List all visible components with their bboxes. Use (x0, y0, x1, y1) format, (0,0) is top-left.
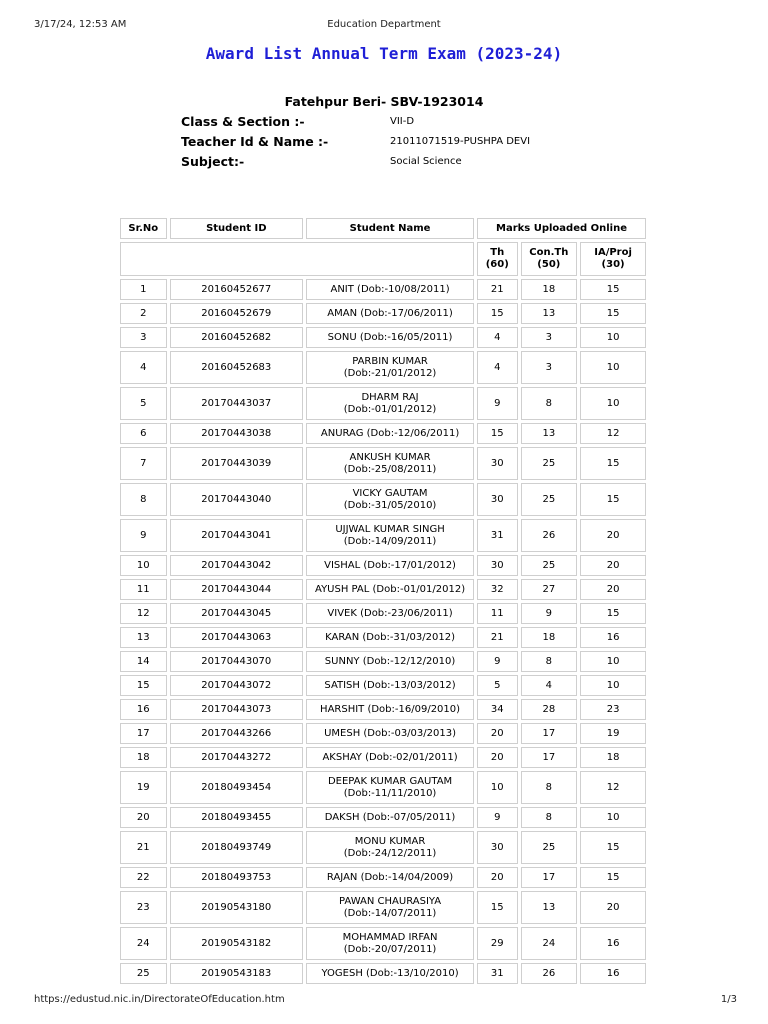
student-name-line: DHARM RAJ (361, 391, 419, 403)
cell-iaproj: 20 (580, 519, 646, 552)
student-name-line: (Dob:-14/09/2011) (343, 535, 437, 547)
cell-th: 31 (477, 963, 517, 984)
table-body (120, 279, 646, 984)
student-name-line: SATISH (Dob:-13/03/2012) (324, 679, 456, 691)
cell-student-id: 20170443040 (170, 483, 304, 516)
table-row (120, 447, 646, 480)
cell-student-name (306, 891, 474, 924)
cell-student-id: 20160452682 (170, 327, 304, 348)
cell-conth: 17 (521, 867, 578, 888)
student-name-line: MONU KUMAR (354, 835, 426, 847)
table-row (120, 831, 646, 864)
student-name-line: ANIT (Dob:-10/08/2011) (330, 283, 450, 295)
cell-conth: 25 (521, 831, 578, 864)
cell-iaproj: 20 (580, 579, 646, 600)
cell-iaproj: 15 (580, 303, 646, 324)
cell-iaproj: 10 (580, 351, 646, 384)
table-row (120, 867, 646, 888)
student-name-line: PARBIN KUMAR (352, 355, 428, 367)
student-name-line: ANURAG (Dob:-12/06/2011) (320, 427, 460, 439)
table-row (120, 963, 646, 984)
cell-student-id: 20190543180 (170, 891, 304, 924)
cell-iaproj: 10 (580, 675, 646, 696)
cell-student-id: 20170443272 (170, 747, 304, 768)
cell-th: 15 (477, 303, 517, 324)
cell-conth: 8 (521, 807, 578, 828)
cell-th: 21 (477, 627, 517, 648)
cell-srno: 16 (120, 699, 167, 720)
student-name-line: (Dob:-31/05/2010) (343, 499, 437, 511)
table-row (120, 555, 646, 576)
cell-th: 5 (477, 675, 517, 696)
cell-th: 9 (477, 807, 517, 828)
cell-iaproj: 16 (580, 963, 646, 984)
student-name-line: (Dob:-20/07/2011) (343, 943, 437, 955)
cell-srno: 15 (120, 675, 167, 696)
cell-iaproj: 12 (580, 423, 646, 444)
cell-iaproj: 20 (580, 891, 646, 924)
cell-student-name (306, 483, 474, 516)
header-conth (521, 242, 578, 276)
cell-srno: 7 (120, 447, 167, 480)
cell-student-name (306, 519, 474, 552)
cell-conth: 25 (521, 555, 578, 576)
cell-srno: 5 (120, 387, 167, 420)
print-header-site: Education Department (327, 19, 441, 30)
cell-th: 10 (477, 771, 517, 804)
cell-student-name (306, 699, 474, 720)
cell-srno: 11 (120, 579, 167, 600)
cell-student-name (306, 963, 474, 984)
cell-th: 32 (477, 579, 517, 600)
info-value: Social Science (390, 156, 462, 167)
cell-srno: 18 (120, 747, 167, 768)
student-name-line: UJJWAL KUMAR SINGH (335, 523, 445, 535)
header-conth-line2: (50) (537, 259, 561, 270)
cell-student-name (306, 579, 474, 600)
header-srno: Sr.No (120, 218, 167, 239)
student-name-line: DEEPAK KUMAR GAUTAM (327, 775, 453, 787)
cell-student-name (306, 603, 474, 624)
cell-th: 9 (477, 387, 517, 420)
student-name-line: PAWAN CHAURASIYA (339, 895, 442, 907)
table-row (120, 675, 646, 696)
cell-srno: 24 (120, 927, 167, 960)
cell-student-id: 20170443037 (170, 387, 304, 420)
table-row (120, 351, 646, 384)
cell-srno: 2 (120, 303, 167, 324)
cell-th: 30 (477, 483, 517, 516)
cell-student-id: 20170443073 (170, 699, 304, 720)
cell-conth: 8 (521, 771, 578, 804)
cell-iaproj: 15 (580, 603, 646, 624)
header-student-name: Student Name (306, 218, 474, 239)
award-list-table (117, 215, 649, 987)
cell-srno: 12 (120, 603, 167, 624)
student-name-line: VICKY GAUTAM (352, 487, 428, 499)
cell-srno: 21 (120, 831, 167, 864)
cell-srno: 19 (120, 771, 167, 804)
school-name: Fatehpur Beri- SBV-1923014 (284, 94, 484, 109)
cell-student-id: 20160452683 (170, 351, 304, 384)
cell-student-name (306, 807, 474, 828)
table-row (120, 651, 646, 672)
cell-iaproj: 15 (580, 831, 646, 864)
cell-student-name (306, 675, 474, 696)
student-name-line: (Dob:-21/01/2012) (343, 367, 437, 379)
header-th-line2: (60) (485, 259, 509, 270)
cell-srno: 6 (120, 423, 167, 444)
print-footer-page: 1/3 (720, 994, 737, 1005)
cell-student-id: 20160452679 (170, 303, 304, 324)
cell-student-id: 20170443041 (170, 519, 304, 552)
cell-student-name (306, 627, 474, 648)
cell-student-name (306, 651, 474, 672)
cell-conth: 3 (521, 351, 578, 384)
cell-conth: 27 (521, 579, 578, 600)
cell-iaproj: 10 (580, 387, 646, 420)
cell-student-name (306, 747, 474, 768)
cell-student-id: 20180493753 (170, 867, 304, 888)
student-name-line: ANKUSH KUMAR (349, 451, 431, 463)
cell-th: 15 (477, 423, 517, 444)
cell-conth: 24 (521, 927, 578, 960)
student-name-line: UMESH (Dob:-03/03/2013) (324, 727, 456, 739)
cell-student-id: 20180493749 (170, 831, 304, 864)
cell-srno: 3 (120, 327, 167, 348)
cell-srno: 9 (120, 519, 167, 552)
cell-th: 21 (477, 279, 517, 300)
page-title: Award List Annual Term Exam (2023-24) (205, 44, 563, 63)
student-name-line: SONU (Dob:-16/05/2011) (327, 331, 453, 343)
cell-student-id: 20170443072 (170, 675, 304, 696)
student-name-line: AMAN (Dob:-17/06/2011) (327, 307, 453, 319)
cell-conth: 13 (521, 423, 578, 444)
table-row (120, 303, 646, 324)
cell-conth: 3 (521, 327, 578, 348)
student-name-line: (Dob:-25/08/2011) (343, 463, 437, 475)
student-name-line: KARAN (Dob:-31/03/2012) (325, 631, 455, 643)
cell-student-name (306, 447, 474, 480)
student-name-line: (Dob:-11/11/2010) (343, 787, 437, 799)
student-name-line: VIVEK (Dob:-23/06/2011) (327, 607, 453, 619)
cell-student-id: 20190543182 (170, 927, 304, 960)
cell-student-id: 20170443266 (170, 723, 304, 744)
cell-conth: 17 (521, 723, 578, 744)
cell-iaproj: 19 (580, 723, 646, 744)
header-blank (120, 242, 474, 276)
cell-th: 29 (477, 927, 517, 960)
cell-student-name (306, 927, 474, 960)
cell-student-id: 20180493454 (170, 771, 304, 804)
cell-conth: 17 (521, 747, 578, 768)
print-footer-url: https://edustud.nic.in/DirectorateOfEducation.htm (34, 994, 285, 1005)
cell-conth: 26 (521, 519, 578, 552)
cell-th: 20 (477, 867, 517, 888)
table-row (120, 579, 646, 600)
table-row (120, 627, 646, 648)
table-row (120, 747, 646, 768)
info-value: 21011071519-PUSHPA DEVI (390, 136, 531, 147)
table-row (120, 279, 646, 300)
cell-th: 30 (477, 831, 517, 864)
cell-srno: 4 (120, 351, 167, 384)
student-name-line: (Dob:-01/01/2012) (343, 403, 437, 415)
cell-th: 30 (477, 555, 517, 576)
cell-srno: 25 (120, 963, 167, 984)
cell-srno: 1 (120, 279, 167, 300)
student-name-line: SUNNY (Dob:-12/12/2010) (324, 655, 456, 667)
cell-conth: 28 (521, 699, 578, 720)
table-row (120, 423, 646, 444)
info-label: Teacher Id & Name :- (181, 134, 329, 149)
cell-student-name (306, 387, 474, 420)
cell-srno: 10 (120, 555, 167, 576)
header-th-line1: Th (490, 247, 505, 258)
cell-student-id: 20170443045 (170, 603, 304, 624)
table-row (120, 723, 646, 744)
student-name-line: DAKSH (Dob:-07/05/2011) (324, 811, 456, 823)
cell-conth: 9 (521, 603, 578, 624)
cell-iaproj: 18 (580, 747, 646, 768)
print-header-datetime: 3/17/24, 12:53 AM (34, 19, 127, 30)
student-name-line: AKSHAY (Dob:-02/01/2011) (322, 751, 458, 763)
cell-student-id: 20180493455 (170, 807, 304, 828)
cell-student-name (306, 555, 474, 576)
cell-student-id: 20170443070 (170, 651, 304, 672)
cell-student-name (306, 771, 474, 804)
student-name-line: (Dob:-14/07/2011) (343, 907, 437, 919)
cell-student-name (306, 723, 474, 744)
cell-conth: 26 (521, 963, 578, 984)
header-iaproj-line1: IA/Proj (594, 247, 632, 258)
cell-iaproj: 10 (580, 327, 646, 348)
cell-th: 30 (477, 447, 517, 480)
cell-srno: 13 (120, 627, 167, 648)
header-conth-line1: Con.Th (529, 247, 569, 258)
cell-student-id: 20170443038 (170, 423, 304, 444)
cell-srno: 17 (120, 723, 167, 744)
cell-conth: 18 (521, 627, 578, 648)
header-iaproj-line2: (30) (601, 259, 625, 270)
cell-srno: 8 (120, 483, 167, 516)
cell-conth: 25 (521, 447, 578, 480)
student-name-line: (Dob:-24/12/2011) (343, 847, 437, 859)
student-name-line: YOGESH (Dob:-13/10/2010) (321, 967, 459, 979)
table-row (120, 891, 646, 924)
header-marks-group: Marks Uploaded Online (477, 218, 646, 239)
cell-conth: 18 (521, 279, 578, 300)
student-name-line: AYUSH PAL (Dob:-01/01/2012) (315, 583, 466, 595)
cell-student-id: 20190543183 (170, 963, 304, 984)
cell-conth: 8 (521, 387, 578, 420)
cell-student-id: 20170443044 (170, 579, 304, 600)
cell-iaproj: 20 (580, 555, 646, 576)
cell-th: 4 (477, 351, 517, 384)
cell-iaproj: 23 (580, 699, 646, 720)
table-row (120, 927, 646, 960)
table-row (120, 387, 646, 420)
cell-th: 34 (477, 699, 517, 720)
cell-student-name (306, 279, 474, 300)
student-name-line: MOHAMMAD IRFAN (342, 931, 438, 943)
cell-iaproj: 12 (580, 771, 646, 804)
table-row (120, 519, 646, 552)
cell-srno: 14 (120, 651, 167, 672)
info-label: Subject:- (181, 154, 245, 169)
cell-student-id: 20160452677 (170, 279, 304, 300)
student-name-line: VISHAL (Dob:-17/01/2012) (324, 559, 456, 571)
cell-iaproj: 16 (580, 627, 646, 648)
cell-srno: 20 (120, 807, 167, 828)
cell-student-name (306, 423, 474, 444)
cell-iaproj: 10 (580, 807, 646, 828)
header-th (477, 242, 517, 276)
student-name-line: RAJAN (Dob:-14/04/2009) (326, 871, 454, 883)
cell-conth: 13 (521, 891, 578, 924)
cell-th: 4 (477, 327, 517, 348)
cell-iaproj: 15 (580, 483, 646, 516)
cell-srno: 22 (120, 867, 167, 888)
cell-conth: 13 (521, 303, 578, 324)
cell-iaproj: 16 (580, 927, 646, 960)
cell-conth: 25 (521, 483, 578, 516)
info-label: Class & Section :- (181, 114, 305, 129)
cell-th: 11 (477, 603, 517, 624)
cell-iaproj: 15 (580, 867, 646, 888)
table-row (120, 603, 646, 624)
cell-student-id: 20170443063 (170, 627, 304, 648)
cell-conth: 8 (521, 651, 578, 672)
cell-th: 31 (477, 519, 517, 552)
cell-th: 20 (477, 747, 517, 768)
header-iaproj (580, 242, 646, 276)
table-row (120, 699, 646, 720)
cell-student-name (306, 303, 474, 324)
table-row (120, 327, 646, 348)
cell-iaproj: 10 (580, 651, 646, 672)
cell-srno: 23 (120, 891, 167, 924)
cell-student-name (306, 327, 474, 348)
cell-iaproj: 15 (580, 279, 646, 300)
cell-th: 9 (477, 651, 517, 672)
cell-student-id: 20170443039 (170, 447, 304, 480)
table-row (120, 771, 646, 804)
cell-conth: 4 (521, 675, 578, 696)
cell-student-name (306, 867, 474, 888)
cell-iaproj: 15 (580, 447, 646, 480)
table-row (120, 807, 646, 828)
cell-student-id: 20170443042 (170, 555, 304, 576)
cell-th: 15 (477, 891, 517, 924)
cell-student-name (306, 831, 474, 864)
table-row (120, 483, 646, 516)
cell-student-name (306, 351, 474, 384)
student-name-line: HARSHIT (Dob:-16/09/2010) (320, 703, 461, 715)
cell-th: 20 (477, 723, 517, 744)
header-student-id: Student ID (170, 218, 304, 239)
info-value: VII-D (390, 116, 415, 127)
